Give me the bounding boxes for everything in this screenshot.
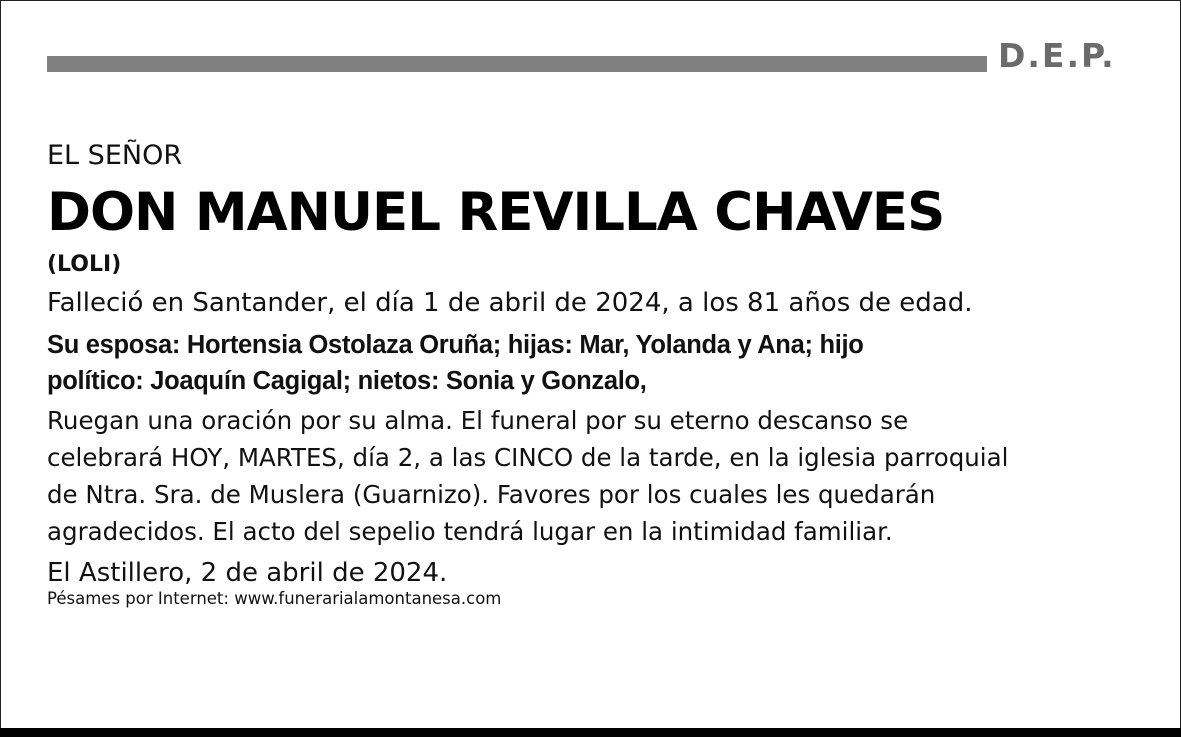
family-line: político: Joaquín Cagigal; nietos: Sonia y Gonzalo, (47, 367, 647, 395)
nickname: (LOLI) (47, 252, 122, 277)
condolences-web: Pésames por Internet: www.funerarialamontanesa.com (47, 589, 502, 608)
death-details: Falleció en Santander, el día 1 de abril de 2024, a los 81 años de edad. (47, 288, 973, 318)
dep-heading: D.E.P. (998, 36, 1116, 75)
header-bar (47, 56, 987, 72)
place-date: El Astillero, 2 de abril de 2024. (47, 558, 448, 588)
funeral-details (47, 402, 1137, 550)
deceased-name: DON MANUEL REVILLA CHAVES (47, 182, 945, 243)
notice-content (47, 136, 1147, 610)
family-list (47, 327, 1067, 399)
funeral-line: celebrará HOY, MARTES, día 2, a las CINCO de la tarde, en la iglesia parroquial (47, 443, 1009, 472)
bottom-rule (0, 728, 1181, 737)
honorific: EL SEÑOR (47, 140, 183, 171)
family-line: Su esposa: Hortensia Ostolaza Oruña; hijas: Mar, Yolanda y Ana; hijo (47, 331, 864, 359)
funeral-line: Ruegan una oración por su alma. El funeral por su eterno descanso se (47, 406, 909, 435)
funeral-line: de Ntra. Sra. de Muslera (Guarnizo). Favores por los cuales les quedarán (47, 480, 936, 509)
funeral-line: agradecidos. El acto del sepelio tendrá lugar en la intimidad familiar. (47, 517, 893, 546)
